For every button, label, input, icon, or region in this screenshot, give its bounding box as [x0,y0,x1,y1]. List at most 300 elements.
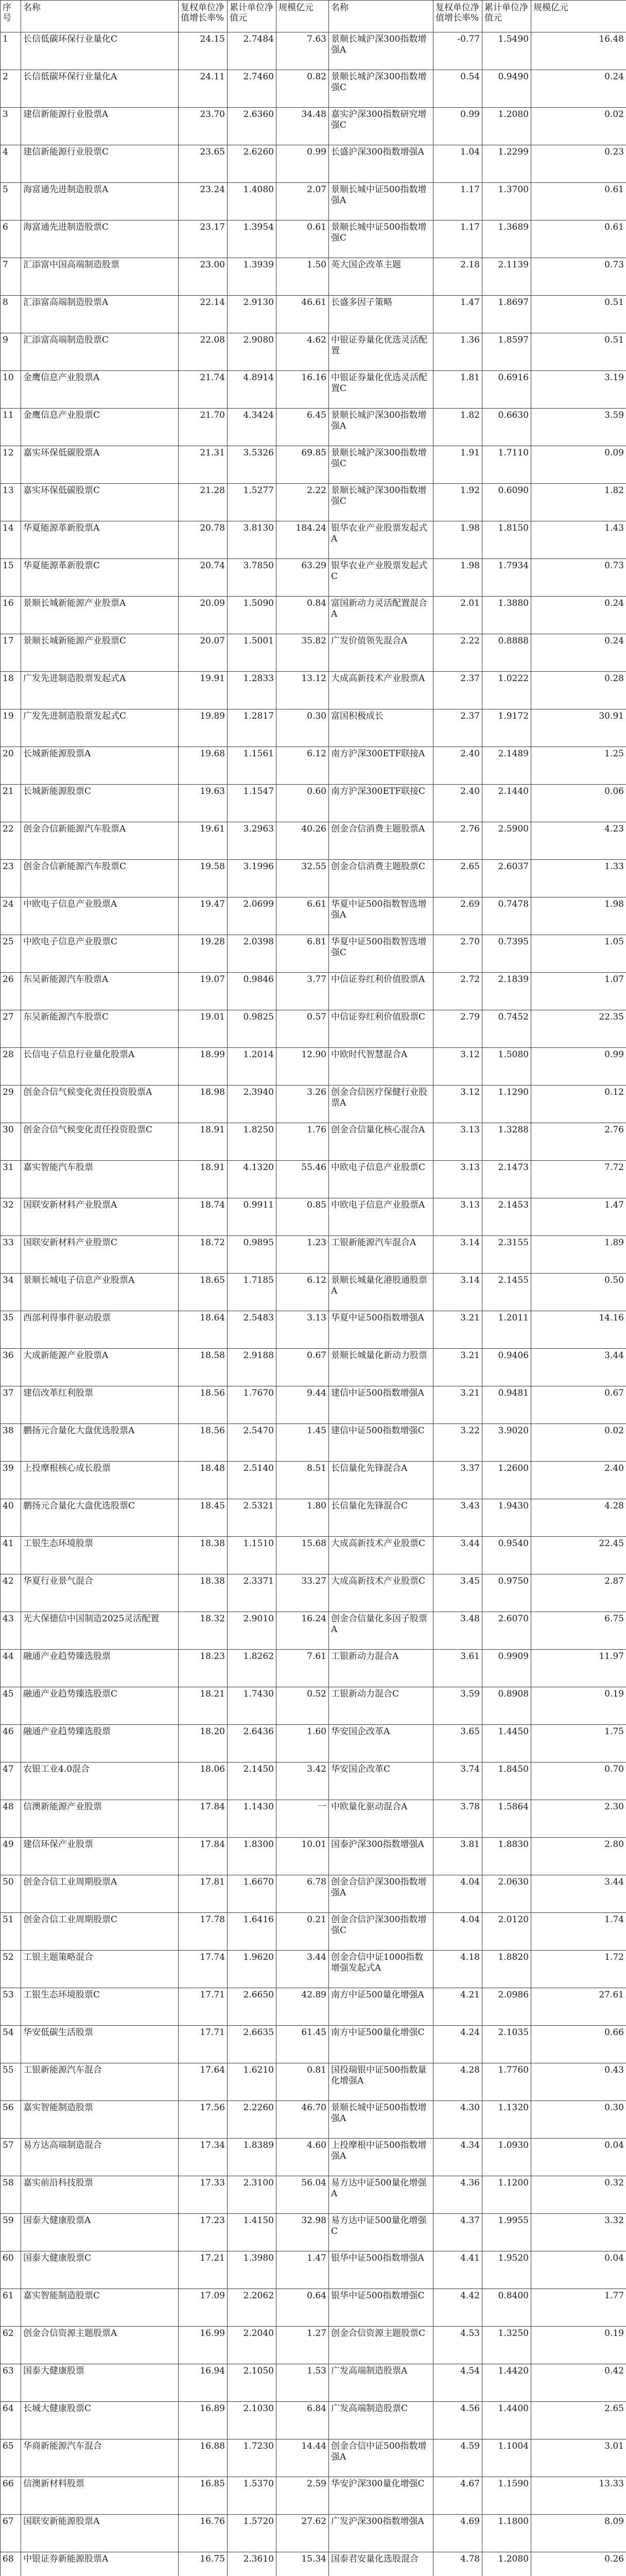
growth-rate-left: 20.74 [179,559,228,597]
growth-rate-right: 4.59 [433,2439,482,2477]
fund-size-right: 0.61 [531,183,626,221]
fund-size-right: 16.48 [531,32,626,70]
growth-rate-right: 3.81 [433,1838,482,1875]
table-row [1,2364,626,2402]
cumulative-nav-left: 1.6670 [228,1875,276,1913]
fund-name-left: 景顺长城电子信息产业股票A [21,1274,179,1311]
fund-name-left: 嘉实智能制造股票 [21,2101,179,2139]
growth-rate-left: 22.08 [179,333,228,371]
fund-size-right: 0.73 [531,258,626,296]
growth-rate-left: 18.98 [179,1086,228,1123]
fund-name-right: 景顺长城中证500指数增强A [329,183,433,221]
table-row [1,32,626,70]
cumulative-nav-left: 2.3100 [228,2176,276,2214]
cumulative-nav-right: 2.1473 [482,1161,531,1198]
cumulative-nav-right: 2.0986 [482,1988,531,2026]
row-index: 64 [1,2402,21,2439]
cumulative-nav-right: 1.5864 [482,1800,531,1838]
cumulative-nav-right: 0.6916 [482,371,531,409]
fund-name-left: 创金合信新能源汽车股票A [21,822,179,860]
cumulative-nav-left: 2.2260 [228,2101,276,2139]
cumulative-nav-right: 1.1004 [482,2439,531,2477]
fund-name-right: 中信证券红利价值股票C [329,1010,433,1048]
fund-name-right: 景顺长城沪深300指数增强A [329,409,433,446]
fund-name-right: 工银新动力混合A [329,1650,433,1687]
fund-name-right: 建信中证500指数增强C [329,1424,433,1462]
fund-name-left: 创金合信气候变化责任投资股票A [21,1086,179,1123]
growth-rate-left: 18.72 [179,1236,228,1274]
growth-rate-right: 3.12 [433,1048,482,1086]
fund-size-right: 0.42 [531,2364,626,2402]
cumulative-nav-left: 3.1996 [228,860,276,897]
growth-rate-right: 3.48 [433,1612,482,1650]
growth-rate-left: 16.89 [179,2402,228,2439]
growth-rate-right: 2.40 [433,747,482,785]
fund-size-right: 1.05 [531,935,626,973]
fund-name-right: 广发高端制造股票A [329,2364,433,2402]
growth-rate-right: 3.13 [433,1198,482,1236]
table-row [1,1725,626,1762]
cumulative-nav-left: 1.7430 [228,1687,276,1725]
table-row [1,1010,626,1048]
fund-size-left: 0.82 [276,70,329,108]
fund-name-left: 汇添富高端制造股票C [21,333,179,371]
growth-rate-left: 17.21 [179,2251,228,2289]
fund-name-left: 嘉实智能制造股票C [21,2289,179,2327]
row-index: 8 [1,296,21,333]
row-index: 29 [1,1086,21,1123]
growth-rate-left: 17.71 [179,2026,228,2063]
row-index: 7 [1,258,21,296]
fund-name-left: 创金合信工业周期股票C [21,1913,179,1951]
fund-name-left: 创金合信资源主题股票A [21,2327,179,2364]
row-index: 66 [1,2477,21,2515]
cumulative-nav-right: 1.3288 [482,1123,531,1161]
fund-name-left: 嘉实环保低碳股票C [21,484,179,521]
fund-size-right: 0.24 [531,597,626,634]
fund-name-right: 创金合信沪深300指数增强C [329,1913,433,1951]
cumulative-nav-right: 1.1800 [482,2515,531,2552]
cumulative-nav-left: 2.0398 [228,935,276,973]
cumulative-nav-left: 1.1510 [228,1537,276,1574]
growth-rate-right: 3.61 [433,1650,482,1687]
cumulative-nav-left: 2.9080 [228,333,276,371]
cumulative-nav-left: 4.1320 [228,1161,276,1198]
fund-name-left: 国联安新能源股票A [21,2515,179,2552]
header-nav-left: 累计单位净值元 [228,1,276,32]
table-row [1,1386,626,1424]
growth-rate-left: 19.01 [179,1010,228,1048]
fund-name-left: 信澳新材料股票 [21,2477,179,2515]
growth-rate-left: 17.64 [179,2063,228,2101]
fund-size-right: 2.87 [531,1574,626,1612]
fund-size-left: 40.26 [276,822,329,860]
fund-name-right: 创金合信资源主题股票C [329,2327,433,2364]
fund-name-right: 中欧电子信息产业股票C [329,1161,433,1198]
cumulative-nav-right: 1.1590 [482,2477,531,2515]
table-row [1,597,626,634]
fund-size-left: 6.45 [276,409,329,446]
fund-size-left: 16.16 [276,371,329,409]
fund-size-right: 2.40 [531,1462,626,1499]
fund-size-right: 6.75 [531,1612,626,1650]
cumulative-nav-left: 2.6650 [228,1988,276,2026]
growth-rate-left: 18.56 [179,1424,228,1462]
fund-name-right: 华安国企改革C [329,1762,433,1800]
row-index: 21 [1,785,21,822]
table-row [1,2214,626,2251]
growth-rate-left: 18.99 [179,1048,228,1086]
fund-name-right: 长盛沪深300指数增强A [329,145,433,183]
fund-name-left: 光大保德信中国制造2025灵活配置 [21,1612,179,1650]
row-index: 47 [1,1762,21,1800]
header-nav-right: 累计单位净值元 [482,1,531,32]
fund-name-right: 南方中证500量化增强A [329,1988,433,2026]
cumulative-nav-right: 1.1200 [482,2176,531,2214]
cumulative-nav-right: 1.9430 [482,1499,531,1537]
growth-rate-left: 18.56 [179,1386,228,1424]
cumulative-nav-left: 1.3954 [228,221,276,258]
growth-rate-left: 17.33 [179,2176,228,2214]
growth-rate-left: 16.75 [179,2552,228,2576]
row-index: 26 [1,973,21,1010]
row-index: 35 [1,1311,21,1349]
fund-name-right: 南方沪深300ETF联接A [329,747,433,785]
cumulative-nav-right: 0.9490 [482,70,531,108]
fund-size-right: 27.61 [531,1988,626,2026]
table-row [1,2026,626,2063]
fund-size-left: 1.80 [276,1499,329,1537]
cumulative-nav-left: 0.9825 [228,1010,276,1048]
fund-size-right: 0.12 [531,1086,626,1123]
fund-size-right: 0.09 [531,446,626,484]
table-row [1,1424,626,1462]
cumulative-nav-right: 0.9909 [482,1650,531,1687]
row-index: 10 [1,371,21,409]
fund-size-left: 0.21 [276,1913,329,1951]
cumulative-nav-right: 1.8830 [482,1838,531,1875]
fund-size-left: 16.24 [276,1612,329,1650]
growth-rate-right: 4.36 [433,2176,482,2214]
fund-name-right: 创金合信消费主题股票C [329,860,433,897]
cumulative-nav-right: 1.8697 [482,296,531,333]
row-index: 15 [1,559,21,597]
fund-name-left: 华夏能源革新股票A [21,521,179,559]
cumulative-nav-right: 1.9955 [482,2214,531,2251]
cumulative-nav-left: 1.3980 [228,2251,276,2289]
fund-name-right: 南方沪深300ETF联接C [329,785,433,822]
fund-name-left: 鹏扬元合量化大盘优选股票C [21,1499,179,1537]
row-index: 50 [1,1875,21,1913]
fund-name-right: 创金合信中证1000指数增强发起式A [329,1951,433,1988]
growth-rate-right: 4.21 [433,1988,482,2026]
fund-name-right: 大成高新技术产业股票C [329,1574,433,1612]
fund-size-right: 1.75 [531,1725,626,1762]
fund-size-right: 3.44 [531,1875,626,1913]
fund-name-left: 农银工业4.0混合 [21,1762,179,1800]
fund-name-left: 建信环保产业股票 [21,1838,179,1875]
cumulative-nav-right: 0.6090 [482,484,531,521]
fund-size-left: 1.45 [276,1424,329,1462]
growth-rate-right: 0.54 [433,70,482,108]
growth-rate-left: 16.94 [179,2364,228,2402]
table-row [1,747,626,785]
table-row [1,2251,626,2289]
fund-size-left: 1.23 [276,1236,329,1274]
growth-rate-right: 3.21 [433,1349,482,1386]
cumulative-nav-left: 2.9010 [228,1612,276,1650]
cumulative-nav-left: 2.5321 [228,1499,276,1537]
fund-size-left: 12.90 [276,1048,329,1086]
fund-size-right: 22.45 [531,1537,626,1574]
fund-name-left: 中欧电子信息产业股票C [21,935,179,973]
fund-size-right: 7.72 [531,1161,626,1198]
cumulative-nav-right: 0.7395 [482,935,531,973]
fund-size-left: 1.76 [276,1123,329,1161]
fund-name-left: 广发先进制造股票发起式C [21,709,179,747]
table-row [1,1913,626,1951]
cumulative-nav-right: 2.3155 [482,1236,531,1274]
cumulative-nav-left: 1.3939 [228,258,276,296]
growth-rate-right: 2.70 [433,935,482,973]
cumulative-nav-right: 1.5080 [482,1048,531,1086]
fund-size-right: 1.43 [531,521,626,559]
fund-name-right: 大成高新技术产业股票A [329,672,433,709]
fund-name-right: 景顺长城沪深300指数增强A [329,32,433,70]
cumulative-nav-left: 2.3940 [228,1086,276,1123]
growth-rate-left: 19.58 [179,860,228,897]
fund-name-left: 国联安新材料产业股票C [21,1236,179,1274]
cumulative-nav-left: 0.9846 [228,973,276,1010]
cumulative-nav-right: 1.0930 [482,2139,531,2176]
row-index: 11 [1,409,21,446]
fund-size-right: 0.50 [531,1274,626,1311]
fund-name-right: 银华中证500指数增强C [329,2289,433,2327]
table-row [1,183,626,221]
fund-size-left: 55.46 [276,1161,329,1198]
fund-size-left: 7.61 [276,1650,329,1687]
cumulative-nav-right: 2.1035 [482,2026,531,2063]
fund-name-left: 西部利得事件驱动股票 [21,1311,179,1349]
cumulative-nav-right: 1.3689 [482,221,531,258]
fund-name-left: 海富通先进制造股票A [21,183,179,221]
growth-rate-right: 2.37 [433,672,482,709]
growth-rate-left: 18.23 [179,1650,228,1687]
fund-name-right: 中欧量化驱动混合A [329,1800,433,1838]
fund-name-right: 创金合信量化多因子股票A [329,1612,433,1650]
fund-size-left: 7.63 [276,32,329,70]
fund-size-left: 2.59 [276,2477,329,2515]
row-index: 57 [1,2139,21,2176]
growth-rate-left: 18.06 [179,1762,228,1800]
fund-size-right: 1.77 [531,2289,626,2327]
cumulative-nav-left: 1.6416 [228,1913,276,1951]
fund-name-right: 华安沪深300量化增强C [329,2477,433,2515]
cumulative-nav-right: 2.1455 [482,1274,531,1311]
cumulative-nav-right: 1.8150 [482,521,531,559]
growth-rate-left: 18.32 [179,1612,228,1650]
fund-size-right: 2.76 [531,1123,626,1161]
fund-name-left: 创金合信新能源汽车股票C [21,860,179,897]
fund-size-left: 27.62 [276,2515,329,2552]
cumulative-nav-left: 1.8389 [228,2139,276,2176]
growth-rate-right: 4.69 [433,2515,482,2552]
fund-size-left: 0.52 [276,1687,329,1725]
table-row [1,1274,626,1311]
fund-name-left: 建信新能源行业股票A [21,108,179,145]
row-index: 13 [1,484,21,521]
table-row [1,2289,626,2327]
cumulative-nav-left: 4.8914 [228,371,276,409]
table-row [1,333,626,371]
cumulative-nav-right: 1.4450 [482,1725,531,1762]
row-index: 24 [1,897,21,935]
row-index: 33 [1,1236,21,1274]
growth-rate-right: 3.12 [433,1086,482,1123]
fund-size-right: 1.47 [531,1198,626,1236]
row-index: 58 [1,2176,21,2214]
fund-size-right: 0.66 [531,2026,626,2063]
table-row [1,70,626,108]
fund-name-right: 建信中证500指数增强A [329,1386,433,1424]
cumulative-nav-right: 0.7478 [482,897,531,935]
growth-rate-right: 4.67 [433,2477,482,2515]
row-index: 20 [1,747,21,785]
growth-rate-right: 2.69 [433,897,482,935]
fund-size-left: 15.34 [276,2552,329,2576]
fund-size-left: 0.67 [276,1349,329,1386]
growth-rate-right: 4.56 [433,2402,482,2439]
table-row [1,897,626,935]
fund-size-left: 2.22 [276,484,329,521]
fund-size-left: 0.57 [276,1010,329,1048]
header-growth-right: 复权单位净值增长率% [433,1,482,32]
table-row [1,1462,626,1499]
fund-name-right: 景顺长城沪深300指数增强C [329,446,433,484]
cumulative-nav-right: 1.3250 [482,2327,531,2364]
fund-name-left: 长城新能源股票A [21,747,179,785]
fund-size-left: 6.12 [276,1274,329,1311]
row-index: 16 [1,597,21,634]
growth-rate-right: 2.65 [433,860,482,897]
growth-rate-left: 18.21 [179,1687,228,1725]
row-index: 42 [1,1574,21,1612]
row-index: 3 [1,108,21,145]
growth-rate-right: 1.98 [433,521,482,559]
cumulative-nav-left: 2.1050 [228,2364,276,2402]
fund-name-left: 嘉实智能汽车股票 [21,1161,179,1198]
cumulative-nav-left: 2.5470 [228,1424,276,1462]
growth-rate-left: 18.48 [179,1462,228,1499]
table-row [1,559,626,597]
fund-size-left: 6.84 [276,2402,329,2439]
cumulative-nav-left: 1.8262 [228,1650,276,1687]
row-index: 5 [1,183,21,221]
growth-rate-left: 16.99 [179,2327,228,2364]
fund-size-right: 0.67 [531,1386,626,1424]
table-row [1,1537,626,1574]
fund-name-right: 南方中证500量化增强C [329,2026,433,2063]
growth-rate-left: 18.20 [179,1725,228,1762]
fund-size-right: 0.61 [531,221,626,258]
growth-rate-right: 3.59 [433,1687,482,1725]
fund-size-left: 6.61 [276,897,329,935]
fund-name-left: 东吴新能源汽车股票C [21,1010,179,1048]
table-row [1,709,626,747]
cumulative-nav-right: 1.4400 [482,2402,531,2439]
row-index: 39 [1,1462,21,1499]
growth-rate-left: 23.65 [179,145,228,183]
fund-size-left: 1.27 [276,2327,329,2364]
table-row [1,1123,626,1161]
fund-name-right: 国投瑞银中证500指数量化增强A [329,2063,433,2101]
cumulative-nav-right: 1.7110 [482,446,531,484]
cumulative-nav-left: 2.0699 [228,897,276,935]
header-growth-left: 复权单位净值增长率% [179,1,228,32]
cumulative-nav-left: 1.8300 [228,1838,276,1875]
growth-rate-right: 1.36 [433,333,482,371]
row-index: 65 [1,2439,21,2477]
fund-size-right: 1.25 [531,747,626,785]
row-index: 27 [1,1010,21,1048]
fund-name-right: 景顺长城沪深300指数增强C [329,484,433,521]
table-row [1,446,626,484]
fund-size-right: 11.97 [531,1650,626,1687]
fund-size-right: 30.91 [531,709,626,747]
fund-size-left: 3.26 [276,1086,329,1123]
fund-size-left: 34.48 [276,108,329,145]
cumulative-nav-right: 0.8888 [482,634,531,672]
row-index: 34 [1,1274,21,1311]
fund-size-right: 0.06 [531,785,626,822]
fund-size-right: 0.28 [531,672,626,709]
fund-size-left: 一 [276,1800,329,1838]
fund-name-right: 嘉实沪深300指数研究增强C [329,108,433,145]
fund-size-right: 0.73 [531,559,626,597]
fund-name-right: 长信量化先锋混合A [329,1462,433,1499]
fund-name-right: 长信量化先锋混合C [329,1499,433,1537]
cumulative-nav-right: 0.8400 [482,2289,531,2327]
growth-rate-right: 4.53 [433,2327,482,2364]
growth-rate-right: 1.92 [433,484,482,521]
header-size-right: 规模亿元 [531,1,626,32]
fund-name-left: 鹏扬元合量化大盘优选股票A [21,1424,179,1462]
fund-size-left: 14.44 [276,2439,329,2477]
fund-size-right: 0.04 [531,2251,626,2289]
growth-rate-left: 17.81 [179,1875,228,1913]
table-row [1,935,626,973]
fund-name-left: 中欧电子信息产业股票A [21,897,179,935]
growth-rate-right: 1.47 [433,296,482,333]
table-row [1,1762,626,1800]
fund-name-left: 建信改革红利股票 [21,1386,179,1424]
fund-size-left: 0.84 [276,597,329,634]
table-row [1,672,626,709]
table-row [1,108,626,145]
cumulative-nav-left: 1.7670 [228,1386,276,1424]
fund-name-left: 景顺长城新能源产业股票A [21,597,179,634]
fund-name-right: 富国积极成长 [329,709,433,747]
growth-rate-left: 18.65 [179,1274,228,1311]
row-index: 67 [1,2515,21,2552]
row-index: 56 [1,2101,21,2139]
growth-rate-right: 1.91 [433,446,482,484]
growth-rate-right: 3.13 [433,1123,482,1161]
fund-size-left: 9.44 [276,1386,329,1424]
fund-name-left: 华夏行业景气混合 [21,1574,179,1612]
row-index: 9 [1,333,21,371]
fund-size-right: 4.23 [531,822,626,860]
